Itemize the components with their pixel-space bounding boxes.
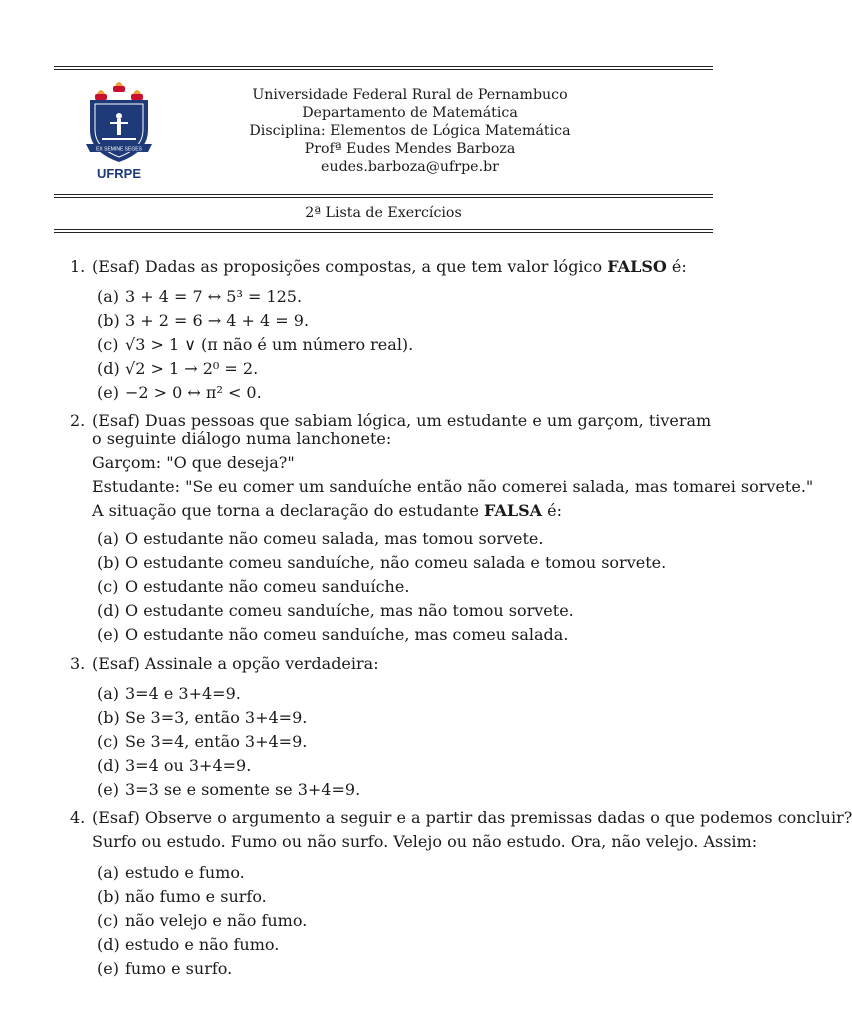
q2-dialog-estudante: Estudante: "Se eu comer um sanduíche então não comerei salada, mas tomarei sorvete." [92, 477, 814, 496]
title-bottom-rule [54, 229, 713, 230]
q2-question: A situação que torna a declaração do estudante FALSA é: [92, 501, 563, 520]
question-text: (Esaf) Assinale a opção verdadeira: [92, 654, 379, 673]
mid-rule-2 [54, 197, 713, 198]
question-number: 4. [70, 808, 86, 827]
ufrpe-logo [80, 80, 158, 182]
question-text: (Esaf) Dadas as proposições compostas, a que tem valor lógico FALSO é: [92, 257, 687, 276]
question-text: (Esaf) Duas pessoas que sabiam lógica, um estudante e um garçom, tiveram o seguinte diálogo numa lanchonete: [92, 411, 712, 448]
list-title: 2ª Lista de Exercícios [305, 205, 462, 221]
q2-dialog-garcom: Garçom: "O que deseja?" [92, 453, 295, 472]
mid-rule [54, 194, 713, 195]
question-number: 2. [70, 411, 86, 430]
professor-name: Profª Eudes Mendes Barboza [304, 141, 516, 157]
discipline-name: Disciplina: Elementos de Lógica Matemática [249, 123, 571, 139]
top-rule-2 [54, 69, 713, 70]
top-rule [54, 66, 713, 67]
question-number: 1. [70, 257, 86, 276]
title-bottom-rule-2 [54, 232, 713, 233]
header-block [150, 86, 670, 176]
logo-text: UFRPE [96, 166, 142, 181]
question-number: 3. [70, 654, 86, 673]
q4-premises: Surfo ou estudo. Fumo ou não surfo. Velejo ou não estudo. Ora, não velejo. Assim: [92, 832, 758, 851]
logo-banner-text: EX SEMINE SEGES [96, 146, 142, 153]
department-name: Departamento de Matemática [302, 105, 518, 121]
question-text: (Esaf) Observe o argumento a seguir e a partir das premissas dadas o que podemos concluir? [92, 808, 852, 827]
professor-email: eudes.barboza@ufrpe.br [321, 159, 499, 175]
university-name: Universidade Federal Rural de Pernambuco [252, 87, 568, 103]
